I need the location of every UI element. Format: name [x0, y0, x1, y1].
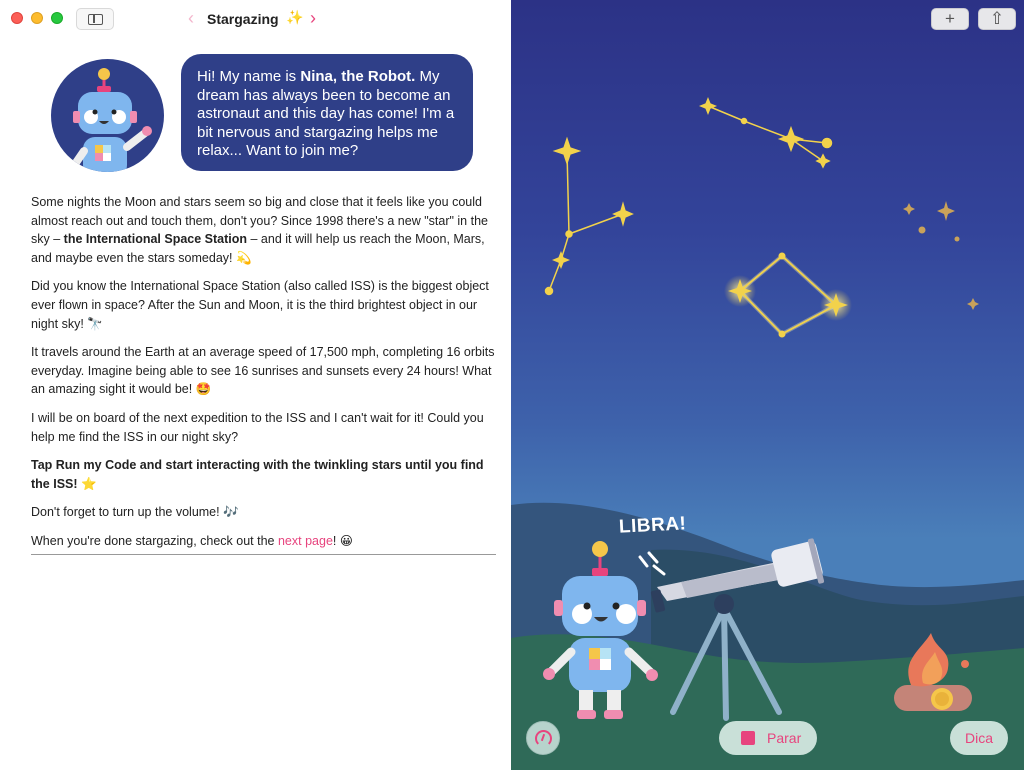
paragraph-3: It travels around the Earth at an average speed of 17,500 mph, completing 16 orbits everyday. Imagine being able to see 16 sunrises and sunsets every 24 hours! What an amazing sight it would be! 🤩	[31, 345, 495, 397]
stop-button[interactable]	[719, 721, 817, 755]
paragraph-7-start: When you're done stargazing, check out the	[31, 533, 278, 548]
hint-button-label: Dica	[965, 730, 994, 746]
robot-avatar	[51, 59, 164, 172]
paragraph-2: Did you know the International Space Station (also called ISS) is the biggest object ever flown in space? After the Sun and Moon, it is the third brightest object in our night sky! 🔭	[31, 279, 489, 331]
page-title: Stargazing	[207, 11, 279, 27]
speech-bubble	[181, 54, 473, 171]
constellation-left[interactable]	[546, 139, 633, 295]
share-button[interactable]: ⇧	[978, 8, 1016, 30]
next-page-button[interactable]: ›	[310, 8, 316, 28]
scattered-stars[interactable]	[903, 201, 979, 310]
paragraph-1	[31, 193, 496, 267]
guide-text	[31, 193, 496, 561]
sidebar-icon	[88, 14, 103, 25]
minimize-window-button[interactable]	[31, 12, 43, 24]
iss-highlight: the International Space Station	[63, 232, 248, 247]
robot-avatar-icon	[51, 59, 164, 172]
stop-button-label: Parar	[767, 730, 802, 746]
robot-name: Nina, the Robot.	[300, 68, 416, 85]
previous-page-button[interactable]: ‹	[188, 8, 194, 28]
paragraph-6: Don't forget to turn up the volume! 🎶	[31, 505, 239, 520]
stop-icon	[741, 731, 755, 745]
next-page-link[interactable]: next page	[277, 533, 333, 548]
paragraph-7	[31, 532, 496, 551]
sparkles-icon: ✨	[286, 9, 304, 25]
paragraph-4: I will be on board of the next expedition to the ISS and I can't wait for it! Could you help me find the ISS in our night sky?	[31, 410, 484, 444]
paragraph-1-start: Some nights the Moon and stars seem so big and close that it feels like you could almost reach out and touch them, don't you? Since 1998 there's a new "star" in the sky –	[31, 195, 488, 247]
zoom-window-button[interactable]	[51, 12, 63, 24]
paragraph-1-end: – and it will help us reach the Moon, Mars, and maybe even the stars someday! 💫	[31, 232, 485, 265]
speed-button[interactable]	[526, 721, 560, 755]
paragraph-5: Tap Run my Code and start interacting with the twinkling stars until you find the ISS! ⭐️	[31, 458, 484, 491]
constellation-libra[interactable]	[724, 253, 852, 338]
night-sky-scene	[511, 0, 1024, 770]
bubble-text-end: My dream has always been to become an astronaut and this day has come! I'm a bit nervous and stargazing helps me relax... Want to join me?	[197, 68, 455, 159]
hint-button[interactable]	[950, 721, 1008, 755]
constellation-top[interactable]	[701, 99, 832, 167]
guide-pane	[0, 0, 511, 770]
close-window-button[interactable]	[11, 12, 23, 24]
sidebar-toggle-button[interactable]	[76, 8, 114, 30]
add-button[interactable]: +	[931, 8, 969, 30]
constellation-shout: LIBRA!	[618, 513, 687, 538]
bubble-text-start: Hi! My name is	[197, 68, 301, 85]
live-view[interactable]	[511, 0, 1024, 770]
toolbar	[0, 0, 511, 38]
divider	[31, 554, 496, 555]
paragraph-7-end: ! 😀	[332, 533, 353, 548]
